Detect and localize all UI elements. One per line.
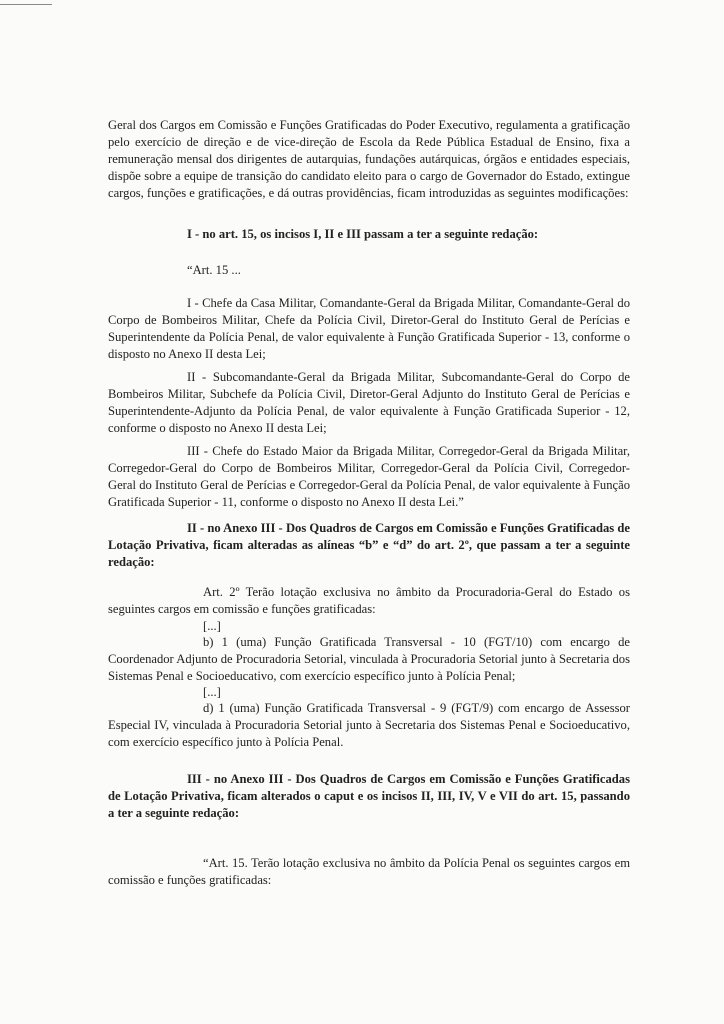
heading-inciso-1: I - no art. 15, os incisos I, II e III passam a ter a seguinte redação: (187, 227, 539, 241)
art-15-new-paragraph: “Art. 15. Terão lotação exclusiva no âmbito da Polícia Penal os seguintes cargos em comissão e funções gratificadas: (108, 856, 630, 887)
art-15-opening: “Art. 15 ... (187, 263, 241, 277)
alinea-d: d) 1 (uma) Função Gratificada Transversal - 9 (FGT/9) com encargo de Assessor Especial IV, vinculada à Procuradoria Setorial junto à Secretaria dos Sistemas Penal e Socioeducativo, com exercício específico junto à Polícia Penal. (108, 701, 630, 749)
alinea-b: b) 1 (uma) Função Gratificada Transversal - 10 (FGT/10) com encargo de Coordenador Adjunto de Procuradoria Setorial, vinculada à Procuradoria Setorial junto à Secretaria dos Sistemas Penal e Socioeducativo, com exercício específico junto à Polícia Penal; (108, 635, 630, 683)
item-II: II - Subcomandante-Geral da Brigada Militar, Subcomandante-Geral do Corpo de Bombeiros Militar, Subchefe da Polícia Civil, Diretor-Geral Adjunto do Instituto Geral de Perícias e Superintendente-Adjunto da Polícia Penal, de valor equivalente à Função Gratificada Superior - 12, conforme o disposto no Anexo II desta Lei; (108, 370, 630, 435)
item-III: III - Chefe do Estado Maior da Brigada Militar, Corregedor-Geral da Brigada Militar, Corregedor-Geral do Corpo de Bombeiros Militar, Corregedor-Geral da Polícia Civil, Corregedor-Geral do Instituto Geral de Perícias e Corregedor-Geral da Polícia Penal, de valor equivalente à Função Gratificada Superior - 11, conforme o disposto no Anexo II desta Lei.” (108, 444, 630, 509)
heading-inciso-3: III - no Anexo III - Dos Quadros de Cargos em Comissão e Funções Gratificadas de Lotação Privativa, ficam alterados o caput e os incisos II, III, IV, V e VII do art. 15, passando a ter a seguinte redação: (108, 772, 630, 820)
art-2-paragraph: Art. 2º Terão lotação exclusiva no âmbito da Procuradoria-Geral do Estado os seguintes cargos em comissão e funções gratificadas: (108, 585, 630, 616)
ellipsis-before-b: [...] (203, 619, 221, 633)
heading-inciso-2: II - no Anexo III - Dos Quadros de Cargos em Comissão e Funções Gratificadas de Lotação Privativa, ficam alteradas as alíneas “b” e “d” do art. 2º, que passam a ter a seguinte redação: (108, 521, 630, 569)
ellipsis-before-d: [...] (203, 685, 221, 699)
item-I: I - Chefe da Casa Militar, Comandante-Geral da Brigada Militar, Comandante-Geral do Corpo de Bombeiros Militar, Chefe da Polícia Civil, Diretor-Geral do Instituto Geral de Perícias e Superintendente da Polícia Penal, de valor equivalente à Função Gratificada Superior - 13, conforme o disposto no Anexo II desta Lei; (108, 296, 630, 361)
intro-paragraph: Geral dos Cargos em Comissão e Funções Gratificadas do Poder Executivo, regulamenta a gratificação pelo exercício de direção e de vice-direção de Escola da Rede Pública Estadual de Ensino, fixa a remuneração mensal dos dirigentes de autarquias, fundações autárquicas, órgãos e entidades especiais, dispõe sobre a equipe de transição do candidato eleito para o cargo de Governador do Estado, extingue cargos, funções e gratificações, e dá outras providências, ficam introduzidas as seguintes modificações: (108, 118, 630, 200)
